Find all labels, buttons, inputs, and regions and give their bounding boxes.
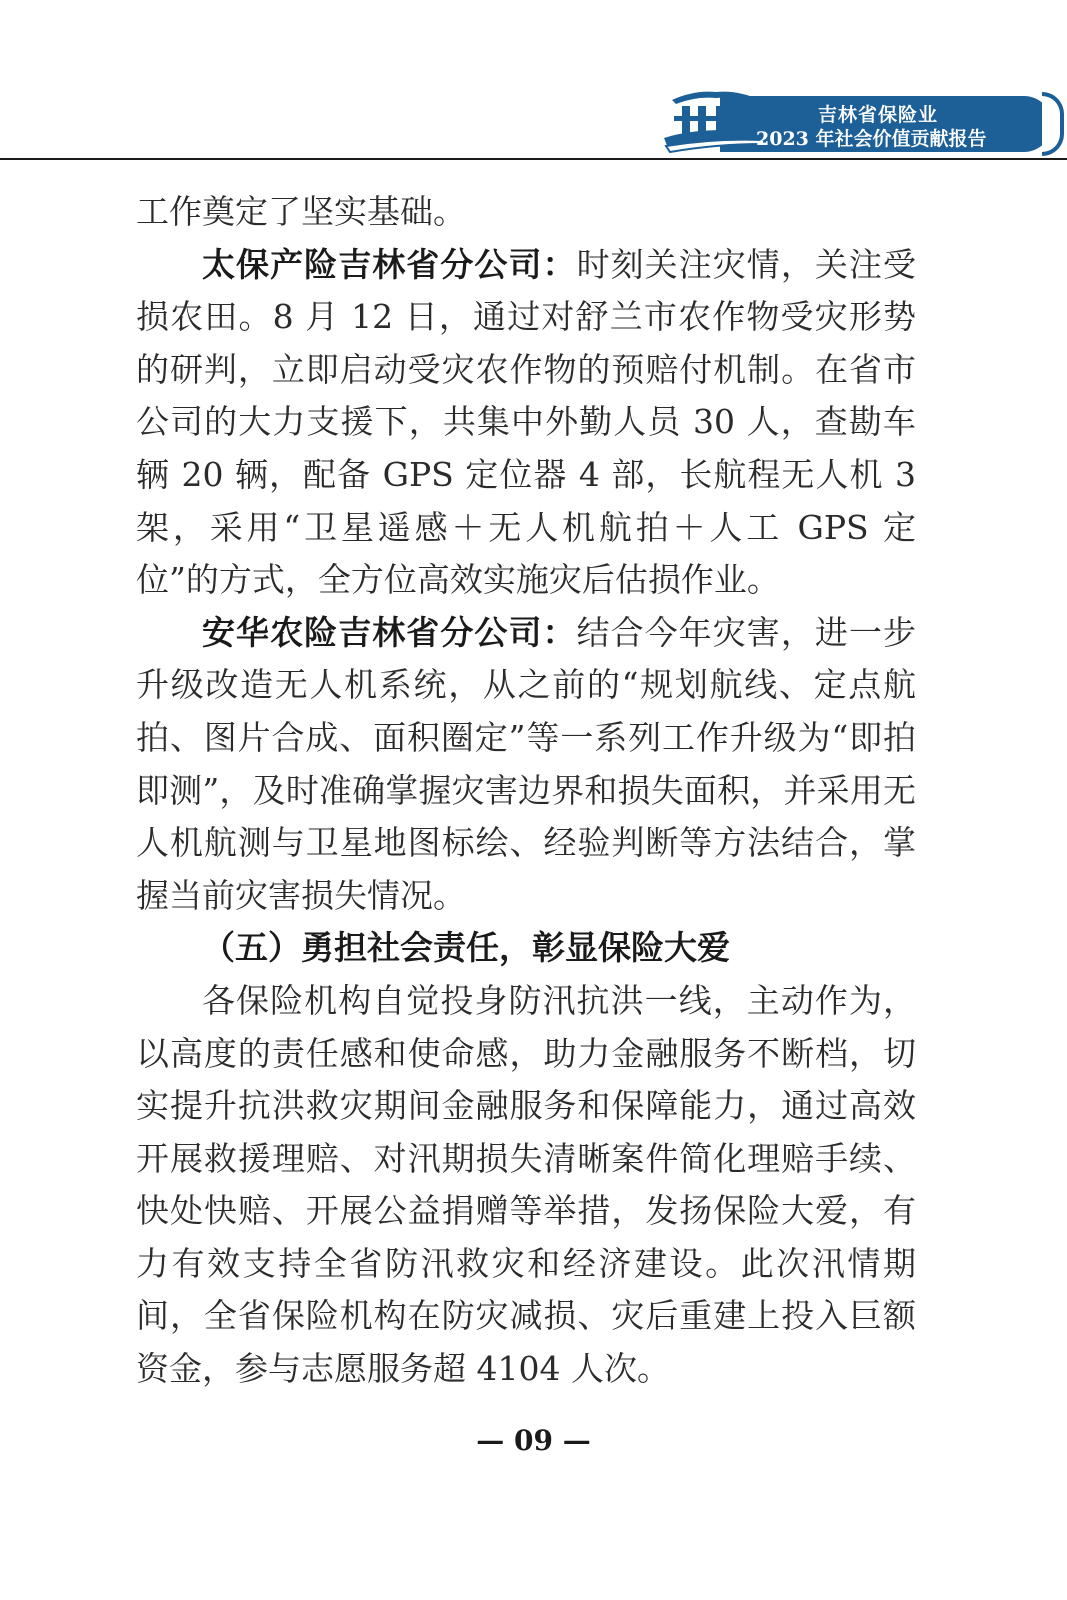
paragraph-cpic bbox=[136, 239, 916, 607]
paragraph-anhua bbox=[136, 607, 916, 923]
header-title-line1: 吉林省保险业 bbox=[818, 104, 939, 126]
paragraph-continuation: 工作奠定了坚实基础。 bbox=[136, 192, 466, 231]
paragraph-lead-cpic: 太保产险吉林省分公司： bbox=[202, 244, 577, 284]
paragraph-section-five: 各保险机构自觉投身防汛抗洪一线，主动作为，以高度的责任感和使命感，助力金融服务不断档，切实提升抗洪救灾期间金融服务和保障能力，通过高效开展救援理赔、对汛期损失清晰案件简化理赔手续、快处快赔、开展公益捐赠等举措，发扬保险大爱，有力有效支持全省防汛救灾和经济建设。此次汛情期间，全省保险机构在防灾减损、灾后重建上投入巨额资金，参与志愿服务超 4104 人次。 bbox=[136, 980, 916, 1389]
header-end-cap bbox=[1042, 92, 1064, 156]
header-title-line2: 2023 年社会价值贡献报告 bbox=[756, 128, 987, 150]
paragraph-lead-anhua: 安华农险吉林省分公司： bbox=[202, 612, 577, 652]
header-divider bbox=[0, 158, 1067, 160]
paragraph-body-cpic: 时刻关注灾情，关注受损农田。8 月 12 日，通过对舒兰市农作物受灾形势的研判，立即启动受灾农作物的预赔付机制。在省市公司的大力支援下，共集中外勤人员 30 人，查勘车辆 20 辆，配备 GPS 定位器 4 部，长航程无人机 3 架，采用“卫星遥感＋无人机航拍＋人工 GPS 定位”的方式，全方位高效实施灾后估损作业。 bbox=[136, 244, 917, 600]
page-number: — 09 — bbox=[476, 1424, 591, 1457]
body-text bbox=[136, 186, 916, 1396]
paragraph-body-anhua: 结合今年灾害，进一步升级改造无人机系统，从之前的“规划航线、定点航拍、图片合成、面积圈定”等一系列工作升级为“即拍即测”，及时准确掌握灾害边界和损失面积，并采用无人机航测与卫星地图标绘、经验判断等方法结合，掌握当前灾害损失情况。 bbox=[136, 612, 917, 915]
page-header bbox=[0, 0, 1067, 170]
section-heading: （五）勇担社会责任，彰显保险大爱 bbox=[202, 928, 730, 968]
insurance-pavilion-logo-icon bbox=[660, 86, 770, 158]
